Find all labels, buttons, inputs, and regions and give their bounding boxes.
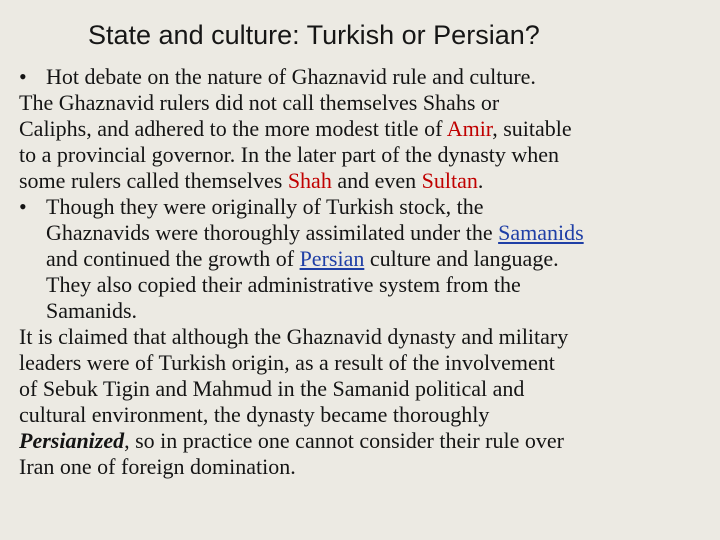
paragraph-2-line: Iran one of foreign domination.: [19, 454, 296, 479]
paragraph-1-line: [19, 168, 719, 194]
text-run: Ghaznavids were thoroughly assimilated under the: [46, 220, 499, 245]
bullet-icon: •: [19, 194, 27, 219]
bullet-1: [19, 64, 719, 90]
text-run: , so in practice one cannot consider their rule over: [124, 428, 564, 453]
link-samanids[interactable]: Samanids: [498, 220, 584, 245]
link-persian[interactable]: Persian: [299, 246, 365, 271]
text-run: and continued the growth of: [46, 246, 300, 271]
slide-body: [19, 64, 719, 480]
bullet-2-line: They also copied their administrative system from the: [46, 272, 521, 297]
text-run: some rulers called themselves: [19, 168, 288, 193]
text-run: Caliphs, and adhered to the more modest title of: [19, 116, 447, 141]
bullet-icon: •: [19, 64, 27, 89]
term-persianized: Persianized: [19, 428, 125, 453]
term-sultan: Sultan: [421, 168, 478, 193]
text-run: culture and language.: [364, 246, 559, 271]
term-shah: Shah: [287, 168, 332, 193]
text-run: and even: [331, 168, 422, 193]
text-run: .: [477, 168, 484, 193]
paragraph-2-line: [19, 428, 719, 454]
bullet-2-line: [19, 246, 719, 272]
bullet-2-text: Though they were originally of Turkish stock, the: [46, 194, 484, 219]
paragraph-2-line: leaders were of Turkish origin, as a result of the involvement: [19, 350, 555, 375]
term-amir: Amir: [446, 116, 493, 141]
paragraph-2-line: of Sebuk Tigin and Mahmud in the Samanid political and: [19, 376, 525, 401]
bullet-2: [19, 194, 719, 220]
paragraph-1-line: [19, 116, 719, 142]
slide-title: State and culture: Turkish or Persian?: [88, 20, 540, 50]
bullet-1-text: Hot debate on the nature of Ghaznavid rule and culture.: [46, 64, 536, 89]
paragraph-2-line: It is claimed that although the Ghaznavid dynasty and military: [19, 324, 569, 349]
paragraph-1-line: The Ghaznavid rulers did not call themselves Shahs or: [19, 90, 500, 115]
paragraph-1-line: to a provincial governor. In the later part of the dynasty when: [19, 142, 560, 167]
text-run: , suitable: [492, 116, 572, 141]
paragraph-2-line: cultural environment, the dynasty became thoroughly: [19, 402, 490, 427]
bullet-2-line: Samanids.: [46, 298, 138, 323]
bullet-2-line: [19, 220, 719, 246]
